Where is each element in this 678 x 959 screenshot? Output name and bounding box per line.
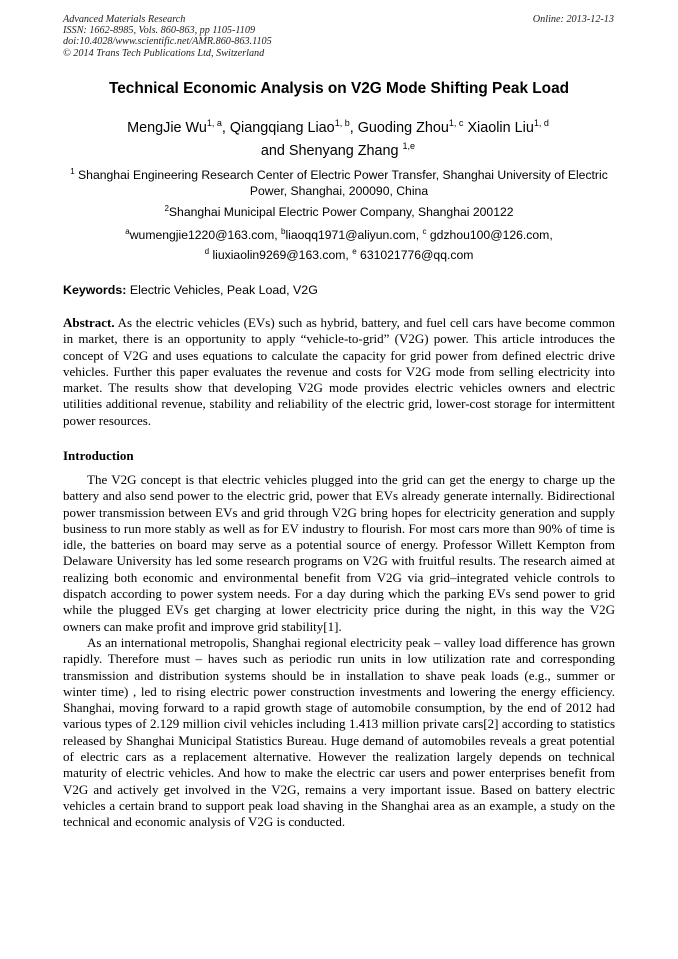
email-address: liaoqq1971@aliyun.com,: [285, 228, 420, 242]
email-address: wumengjie1220@163.com,: [129, 228, 278, 242]
author-sup: 1, c: [448, 118, 464, 128]
email-sup: a: [125, 227, 130, 236]
author-separator: ,: [221, 120, 230, 136]
email-address: 631021776@qq.com: [360, 248, 474, 262]
abstract: [63, 315, 615, 429]
affiliation-text: Shanghai Engineering Research Center of Electric Power Transfer, Shanghai University of Electric Power, Shanghai, 200090, China: [78, 168, 608, 198]
section-heading-introduction: Introduction: [63, 448, 134, 463]
author-name: MengJie Wu: [127, 120, 207, 136]
keywords: [63, 283, 318, 297]
author-name: Qiangqiang Liao: [229, 120, 335, 136]
author-list: [63, 117, 613, 163]
author-name: and Shenyang Zhang: [260, 143, 399, 159]
paragraph: The V2G concept is that electric vehicles plugged into the grid can get the energy to charge up the battery and also send power to the electric grid, power that EVs already generate internally. Bidirectional power transmission between EVs and grid through V2G bring hopes for electricity generation and supply business to run more stably as well as for EV industry to flourish. For most cars more than 90% of time is idle, the batteries on board may serve as a potential source of energy. Professor Willett Kempton from Delaware University has led some research programs on V2G with fruitful results. The research aimed at realizing both economic and environmental benefit from V2G via grid–integrated vehicle controls to dispatch according to power system needs. For a day during which the parking EVs send power to grid while the plugged EVs get charging at lower electricity price during the night, in this way the V2G owners can make profit and improve grid stability[1].: [63, 472, 615, 634]
author-separator: ,: [349, 120, 358, 136]
email-address: gdzhou100@126.com,: [429, 228, 553, 242]
author-line-2: [63, 140, 613, 163]
email-address: liuxiaolin9269@163.com,: [212, 248, 349, 262]
keywords-label: Keywords:: [63, 283, 127, 297]
affiliation-sup: 2: [164, 204, 169, 213]
issn-line: ISSN: 1662-8985, Vols. 860-863, pp 1105-1109: [63, 25, 256, 37]
author-sup: 1, b: [334, 118, 350, 128]
doi-line: doi:10.4028/www.scientific.net/AMR.860-863.1105: [63, 36, 272, 48]
affiliation-sup: 1: [70, 167, 75, 176]
paper-title: Technical Economic Analysis on V2G Mode Shifting Peak Load: [108, 80, 570, 97]
email-sup: e: [352, 247, 357, 256]
affiliation-text: Shanghai Municipal Electric Power Company, Shanghai 200122: [168, 205, 514, 219]
author-sup: 1, a: [206, 118, 222, 128]
abstract-text: As the electric vehicles (EVs) such as hybrid, battery, and fuel cell cars have become common in market, there is an opportunity to apply “vehicle-to-grid” (V2G) power. This article introduces the concept of V2G and uses equations to calculate the capacity for grid power from defined electric drive vehicles. Further this paper evaluates the revenue and costs for V2G mode from selling electricity into market. The results show that developing V2G mode provides electric vehicles owners and electric utilities additional revenue, stability and reliability of the electric grid, lower-cost storage for intermittent power resources.: [63, 315, 615, 428]
paragraph: As an international metropolis, Shanghai regional electricity peak – valley load difference has grown rapidly. Therefore must – haves such as periodic run units in low utilization rate and corresponding transmission and distribution systems should be in installation to shave peak loads (e.g., summer or winter time) , led to rising electric power construction investments and lowering the energy efficiency. Shanghai, moving forward to a rapid growth stage of automobile consumption, by the end of 2012 had various types of 2.129 million civil vehicles including 1.413 million private cars[2] according to statistics released by Shanghai Municipal Statistics Bureau. Huge demand of automobiles reveals a great potential of electric cars as a replacement alternative. However the realization largely depends on technical maturity of electric vehicles. And how to make the electric car users and power enterprises benefit from V2G and actively get involved in the V2G, remains a very important issue. Based on battery electric vehicles a certain brand to support peak load shaving in the Shanghai area as an example, a study on the technical and economic analysis of V2G is conducted.: [63, 634, 615, 830]
email-line-2: [63, 248, 615, 264]
introduction-body: [63, 472, 615, 831]
affiliation-1: [63, 168, 615, 199]
copyright-line: © 2014 Trans Tech Publications Ltd, Switzerland: [63, 47, 265, 59]
online-date: Online: 2013-12-13: [532, 14, 614, 25]
email-line-1: [63, 228, 615, 244]
author-name: Xiaolin Liu: [467, 120, 534, 136]
author-line-1: [63, 117, 613, 140]
author-sup: 1,e: [402, 141, 416, 151]
affiliation-2: [63, 205, 615, 221]
journal-name: Advanced Materials Research: [63, 14, 186, 25]
email-sup: c: [422, 227, 427, 236]
journal-header: [63, 14, 272, 59]
keywords-text: Electric Vehicles, Peak Load, V2G: [129, 283, 318, 297]
email-sup: b: [281, 227, 286, 236]
email-sup: d: [204, 247, 210, 256]
author-sup: 1, d: [533, 118, 549, 128]
abstract-label: Abstract.: [63, 315, 115, 330]
author-name: Guoding Zhou: [357, 120, 449, 136]
